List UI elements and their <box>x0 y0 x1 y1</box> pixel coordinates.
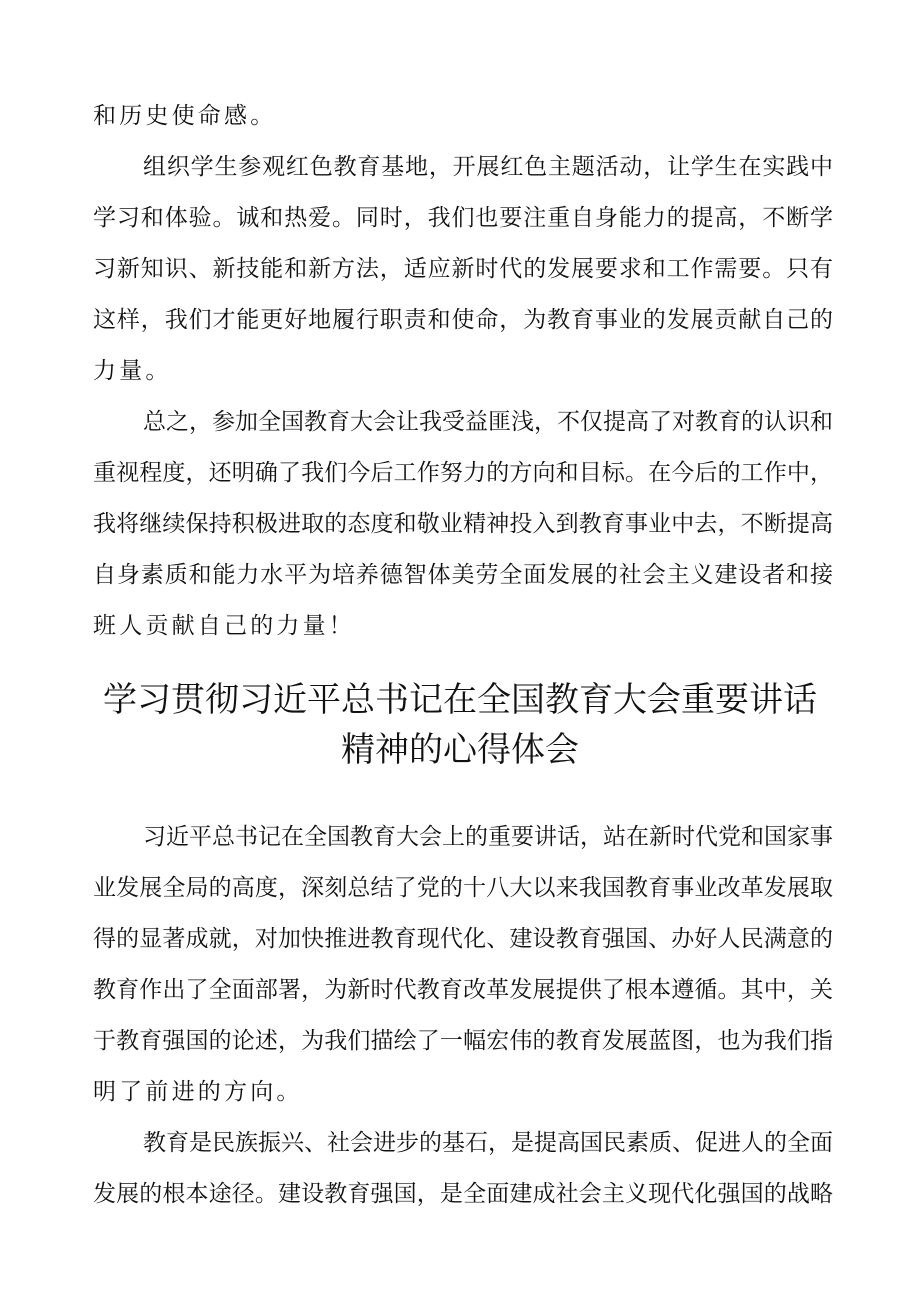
paragraph-line: 业发展全局的高度，深刻总结了党的十八大以来我国教育事业改革发展取 <box>93 875 833 901</box>
paragraph-line: 习近平总书记在全国教育大会上的重要讲话，站在新时代党和国家事 <box>143 824 833 850</box>
article-title-line-2: 精神的心得体会 <box>341 730 579 770</box>
paragraph-line: 和历史使命感。 <box>93 103 277 129</box>
paragraph-line: 这样，我们才能更好地履行职责和使命，为教育事业的发展贡献自己的 <box>93 307 833 333</box>
paragraph-line: 明了前进的方向。 <box>93 1079 303 1105</box>
paragraph-line: 学习和体验。诚和热爱。同时，我们也要注重自身能力的提高，不断学 <box>93 205 833 231</box>
paragraph-line: 总之，参加全国教育大会让我受益匪浅，不仅提高了对教育的认识和 <box>143 409 833 435</box>
paragraph-line: 组织学生参观红色教育基地，开展红色主题活动，让学生在实践中 <box>143 154 833 180</box>
paragraph-line: 教育作出了全面部署，为新时代教育改革发展提供了根本遵循。其中，关 <box>93 977 833 1003</box>
paragraph-line: 力量。 <box>93 358 172 384</box>
paragraph-line: 得的显著成就，对加快推进教育现代化、建设教育强国、办好人民满意的 <box>93 926 833 952</box>
paragraph-line: 自身素质和能力水平为培养德智体美劳全面发展的社会主义建设者和接 <box>93 562 833 588</box>
paragraph-line: 发展的根本途径。建设教育强国，是全面建成社会主义现代化强国的战略 <box>93 1181 833 1207</box>
paragraph-line: 重视程度，还明确了我们今后工作努力的方向和目标。在今后的工作中， <box>93 460 833 486</box>
paragraph-line: 班人贡献自己的力量！ <box>93 613 355 639</box>
paragraph-line: 习新知识、新技能和新方法，适应新时代的发展要求和工作需要。只有 <box>93 256 833 282</box>
paragraph-line: 教育是民族振兴、社会进步的基石，是提高国民素质、促进人的全面 <box>143 1130 833 1156</box>
paragraph-line: 于教育强国的论述，为我们描绘了一幅宏伟的教育发展蓝图，也为我们指 <box>93 1028 833 1054</box>
paragraph-line: 我将继续保持积极进取的态度和敬业精神投入到教育事业中去，不断提高 <box>93 511 833 537</box>
article-title-line-1: 学习贯彻习近平总书记在全国教育大会重要讲话 <box>103 680 817 720</box>
